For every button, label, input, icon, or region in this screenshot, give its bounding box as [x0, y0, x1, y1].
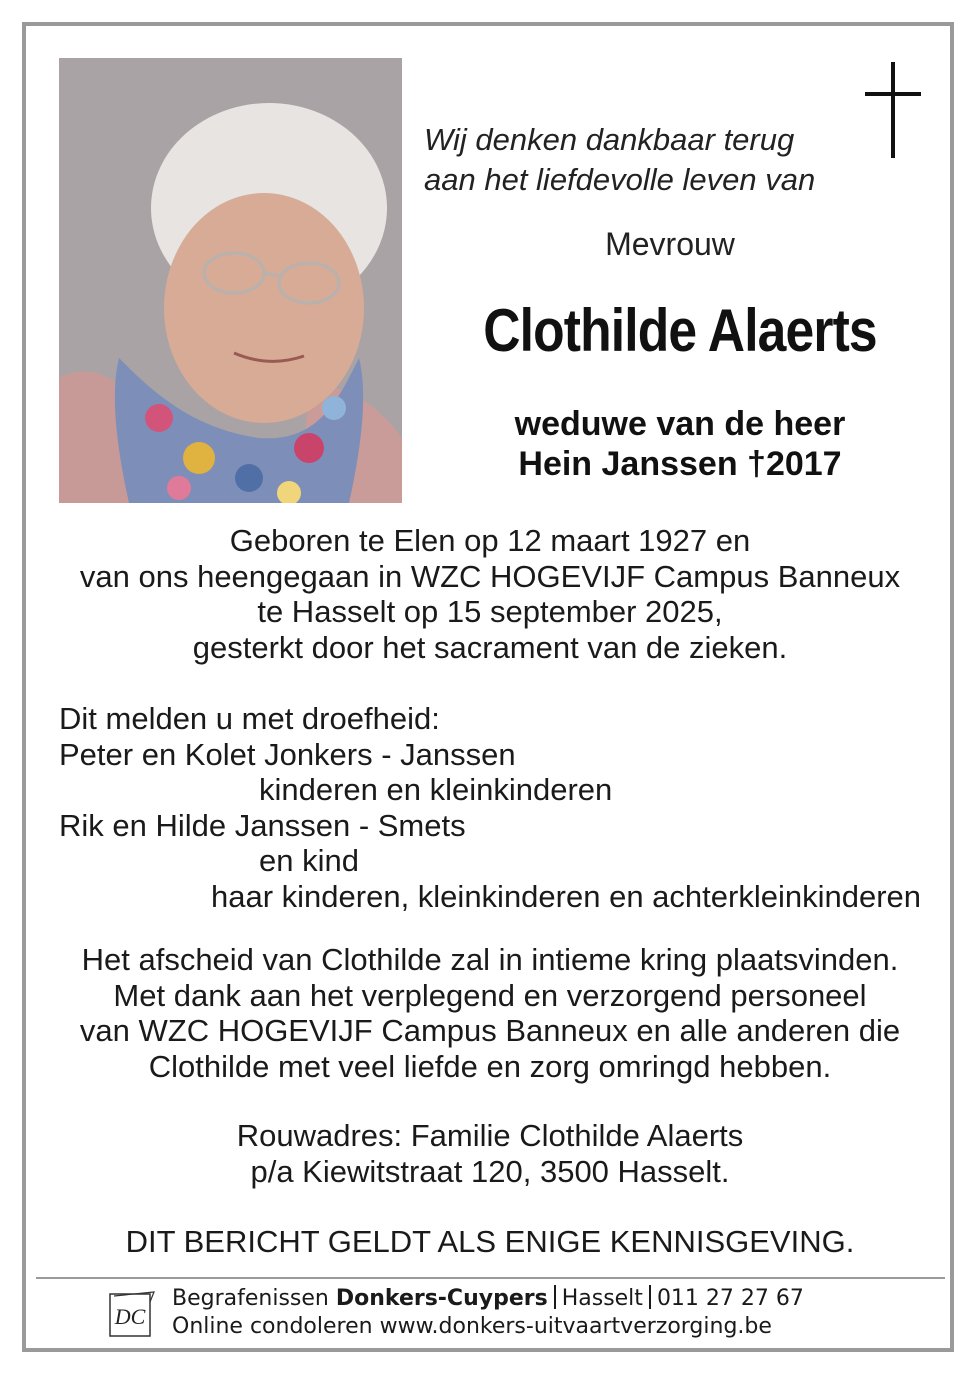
family-block — [59, 701, 939, 914]
footer-city: Hasselt — [561, 1286, 643, 1311]
birth-death-line: gesterkt door het sacrament van de zieken. — [192, 629, 788, 665]
birth-death-line: Geboren te Elen op 12 maart 1927 en — [229, 523, 751, 558]
deceased-name: Clothilde Alaerts — [483, 297, 877, 364]
birth-death-line: te Hasselt op 15 september 2025, — [257, 594, 723, 629]
address-block — [40, 1118, 940, 1189]
intro-text — [424, 120, 844, 200]
footer-website-link[interactable]: www.donkers-uitvaartverzorging.be — [379, 1314, 772, 1339]
footer-condolence-label: Online condoleren — [172, 1314, 373, 1339]
notice — [40, 1224, 940, 1260]
intro-line: Wij denken dankbaar terug — [424, 122, 795, 157]
address-line: p/a Kiewitstraat 120, 3500 Hasselt. — [250, 1153, 730, 1189]
honorific: Mevrouw — [605, 226, 735, 262]
cross-icon — [865, 62, 921, 158]
logo-text: DC — [114, 1304, 146, 1329]
portrait-illustration — [59, 58, 402, 503]
family-line: en kind — [259, 843, 359, 878]
spouse-info — [420, 404, 940, 484]
family-line: haar kinderen, kleinkinderen en achterkleinkinderen — [211, 878, 922, 914]
farewell-line: Het afscheid van Clothilde zal in intieme kring plaatsvinden. — [81, 942, 899, 977]
farewell-line: Met dank aan het verplegend en verzorgend personeel — [113, 977, 867, 1013]
spouse-line: weduwe van de heer — [514, 405, 846, 443]
farewell-block — [40, 942, 940, 1084]
footer-separator — [554, 1285, 556, 1309]
farewell-line: van WZC HOGEVIJF Campus Banneux en alle anderen die — [79, 1013, 901, 1048]
notice-text: DIT BERICHT GELDT ALS ENIGE KENNISGEVING. — [125, 1224, 855, 1259]
farewell-line: Clothilde met veel liefde en zorg omringd hebben. — [148, 1048, 832, 1084]
intro-line: aan het liefdevolle leven van — [424, 162, 816, 197]
footer-line-1 — [172, 1285, 892, 1313]
family-announce: Dit melden u met droefheid: — [59, 701, 440, 736]
family-line: Rik en Hilde Janssen - Smets — [59, 807, 466, 843]
family-line: Peter en Kolet Jonkers - Janssen — [59, 736, 516, 772]
footer-divider — [36, 1277, 945, 1279]
footer-prefix: Begrafenissen — [172, 1286, 329, 1311]
spouse-line: Hein Janssen †2017 — [518, 445, 842, 483]
address-line: Rouwadres: Familie Clothilde Alaerts — [236, 1118, 744, 1153]
funeral-home-logo — [108, 1290, 156, 1338]
birth-death-line: van ons heengegaan in WZC HOGEVIJF Campus Banneux — [79, 558, 901, 594]
family-line: kinderen en kleinkinderen — [259, 772, 613, 807]
footer-company: Donkers-Cuypers — [335, 1286, 548, 1311]
footer — [172, 1285, 892, 1341]
footer-phone[interactable]: 011 27 27 67 — [656, 1286, 804, 1311]
portrait-photo — [59, 58, 402, 503]
footer-separator — [649, 1285, 651, 1309]
footer-line-2 — [172, 1313, 892, 1341]
birth-death-block — [40, 523, 940, 665]
